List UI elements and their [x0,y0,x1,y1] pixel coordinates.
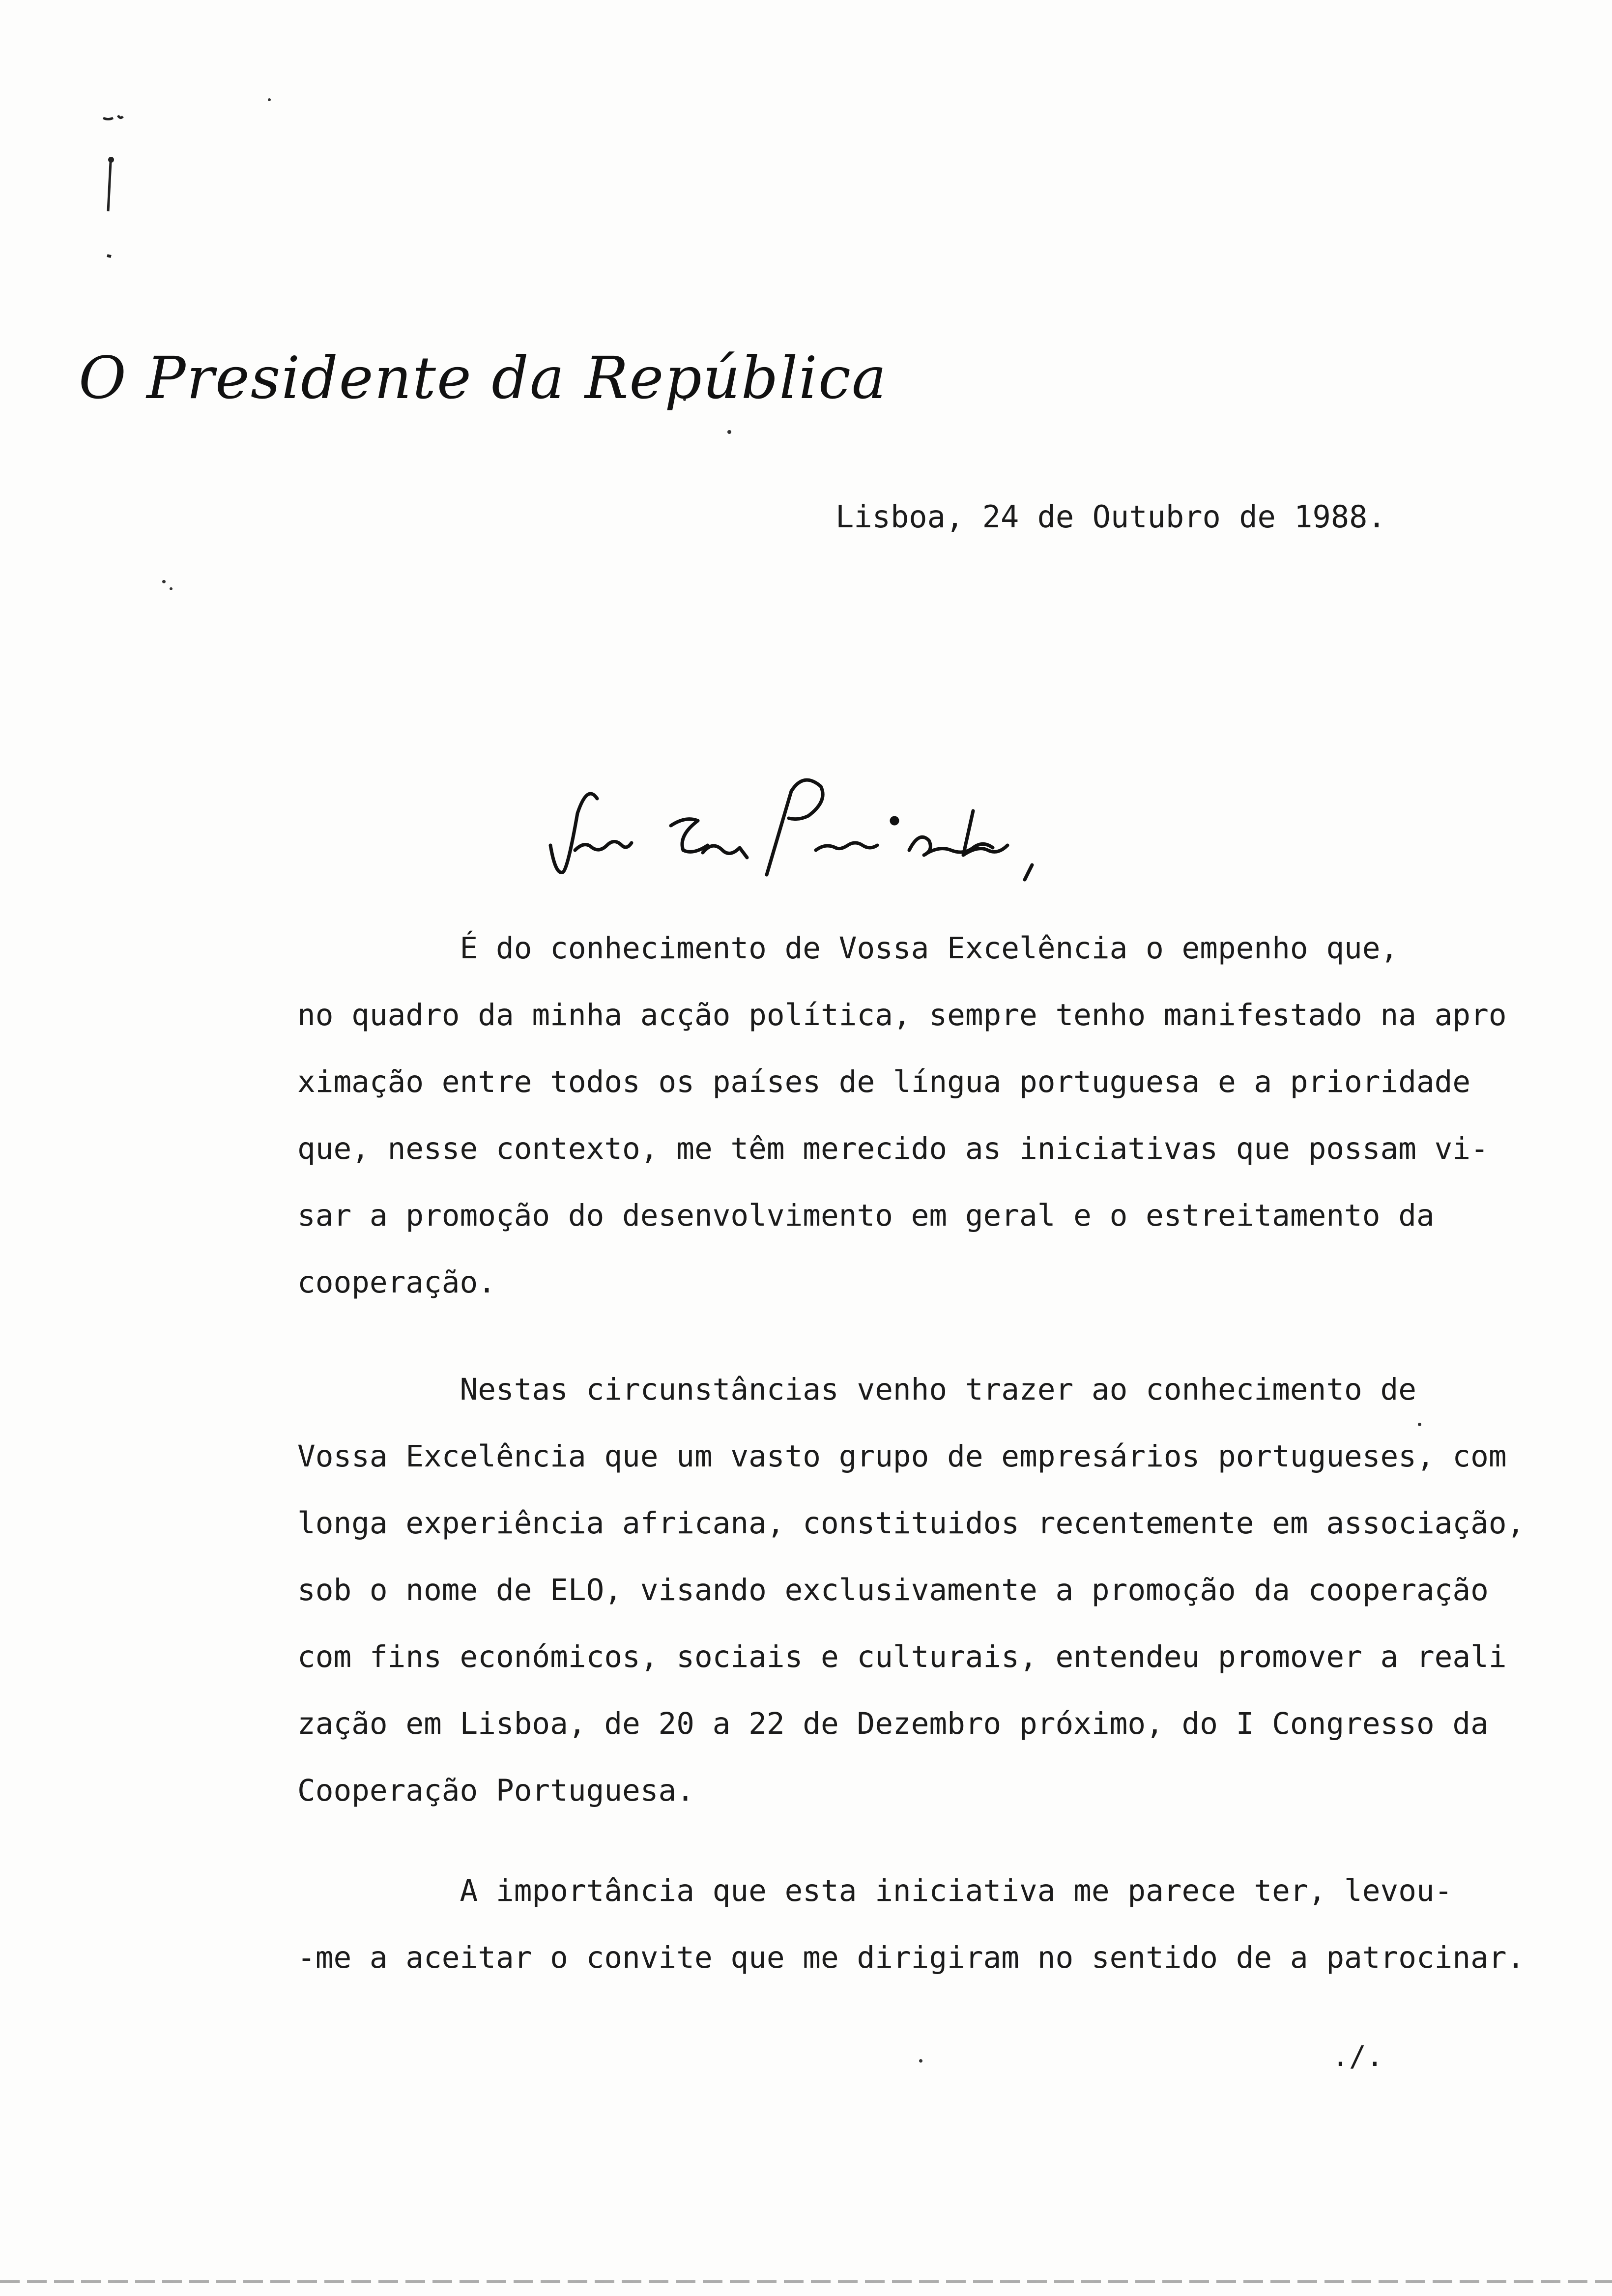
paragraph-3 [297,1858,1525,1991]
paragraph-line: Vossa Excelência que um vasto grupo de empresários portugueses, com [297,1439,1507,1474]
paragraph-line: cooperação. [297,1265,496,1300]
speck [170,587,173,590]
paragraph-line: ximação entre todos os países de língua portuguesa e a prioridade [297,1064,1471,1099]
letter-date: Lisboa, 24 de Outubro de 1988. [835,499,1386,535]
paragraph-line: -me a aceitar o convite que me dirigiram no sentido de a patrocinar. [297,1940,1525,1975]
paragraph-line: que, nesse contexto, me têm merecido as iniciativas que possam vi- [297,1131,1489,1166]
continuation-mark: ./. [1332,2039,1383,2073]
paragraph-line: zação em Lisboa, de 20 a 22 de Dezembro próximo, do I Congresso da [297,1706,1489,1741]
speck [268,98,271,101]
speck [919,2059,922,2063]
paragraph-1 [297,915,1507,1316]
paragraph-2 [297,1356,1525,1824]
margin-pen-mark [88,113,133,270]
letterhead-title: O Presidente da República [79,344,888,412]
paragraph-line: A importância que esta iniciativa me parece ter, levou- [297,1873,1453,1908]
salutation-signature [541,767,1140,894]
paragraph-line: É do conhecimento de Vossa Excelência o empenho que, [297,931,1399,966]
paragraph-line: sob o nome de ELO, visando exclusivamente a promoção da cooperação [297,1573,1489,1607]
speck [727,430,731,434]
paragraph-line: sar a promoção do desenvolvimento em geral e o estreitamento da [297,1198,1435,1233]
scan-bottom-edge [0,2280,1612,2283]
paragraph-line: com fins económicos, sociais e culturais, entendeu promover a reali [297,1639,1507,1674]
handwritten-salutation [541,767,1140,894]
paragraph-line: Nestas circunstâncias venho trazer ao conhecimento de [297,1372,1416,1407]
speck [162,580,166,583]
paragraph-line: no quadro da minha acção política, sempre tenho manifestado na apro [297,998,1507,1033]
paragraph-line: longa experiência africana, constituidos recentemente em associação, [297,1506,1525,1541]
paragraph-line: Cooperação Portuguesa. [297,1773,694,1808]
